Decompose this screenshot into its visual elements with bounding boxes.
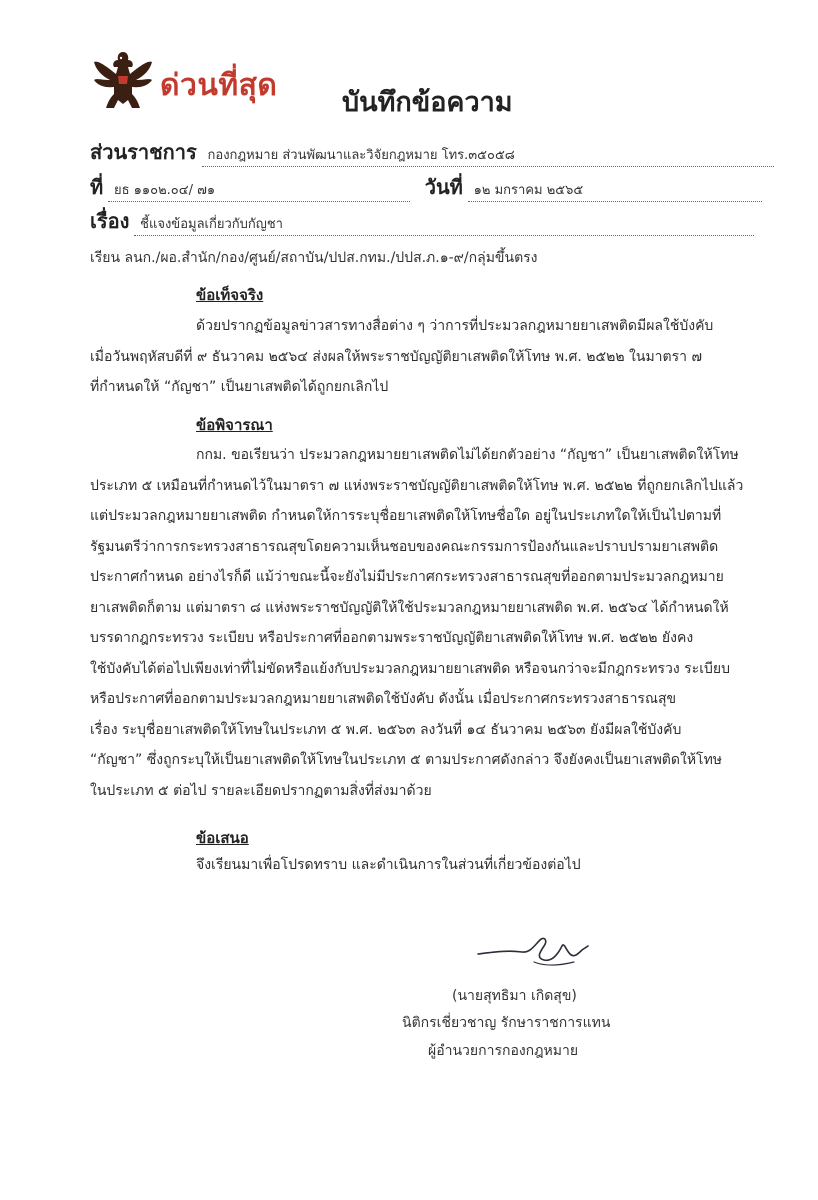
considerations-paragraph <box>90 440 762 806</box>
urgency-stamp: ด่วนที่สุด <box>160 68 278 103</box>
considerations-line: ประกาศกำหนด อย่างไรก็ดี แม้ว่าขณะนี้จะยังไม่มีประกาศกระทรวงสาธารณสุขที่ออกตามประมวลกฎหมาย <box>90 569 724 585</box>
agency-label: ส่วนราชการ <box>90 140 197 164</box>
number-date-row <box>90 171 762 203</box>
number-label: ที่ <box>90 175 104 199</box>
considerations-line: เรื่อง ระบุชื่อยาเสพติดให้โทษในประเภท ๕ พ.ศ. ๒๕๖๓ ลงวันที่ ๑๔ ธันวาคม ๒๕๖๓ ยังมีผลใช้บังคับ <box>90 721 682 738</box>
proposal-line: จึงเรียนมาเพื่อโปรดทราบ และดำเนินการในส่วนที่เกี่ยวข้องต่อไป <box>196 857 581 873</box>
number-value: ยธ ๑๑๐๒.๐๔/ ๗๑ <box>108 179 410 202</box>
considerations-line: ประเภท ๕ เหมือนที่กำหนดไว้ในมาตรา ๗ แห่งพระราชบัญญัติยาเสพติดให้โทษ พ.ศ. ๒๕๒๒ ที่ถูกยกเลิกไปแล้ว <box>90 477 744 494</box>
facts-line: ที่กำหนดให้ “กัญชา” เป็นยาเสพติดได้ถูกยกเลิกไป <box>90 379 389 395</box>
considerations-line: กกม. ขอเรียนว่า ประมวลกฎหมายยาเสพติดไม่ได้ยกตัวอย่าง “กัญชา” เป็นยาเสพติดให้โทษ <box>196 447 739 463</box>
considerations-line: ใช้บังคับได้ต่อไปเพียงเท่าที่ไม่ขัดหรือแย้งกับประมวลกฎหมายยาเสพติด หรือจนกว่าจะมีกฎกระทรวง ระเบียบ <box>90 660 730 677</box>
facts-heading: ข้อเท็จจริง <box>196 286 264 304</box>
agency-row <box>90 136 774 168</box>
considerations-line: หรือประกาศที่ออกตามประมวลกฎหมายยาเสพติดใช้บังคับ ดังนั้น เมื่อประกาศกระทรวงสาธารณสุข <box>90 691 677 707</box>
considerations-line: “กัญชา” ซึ่งถูกระบุให้เป็นยาเสพติดให้โทษในประเภท ๕ ตามประกาศดังกล่าว จึงยังคงเป็นยาเสพติดให้โทษ <box>90 752 723 768</box>
considerations-heading: ข้อพิจารณา <box>196 416 273 434</box>
signer-name: (นายสุทธิมา เกิดสุข) <box>452 988 577 1004</box>
date-value: ๑๒ มกราคม ๒๕๖๕ <box>468 179 762 202</box>
date-label: วันที่ <box>424 175 463 199</box>
subject-row <box>90 205 754 237</box>
handwritten-signature <box>474 932 594 974</box>
subject-value: ชี้แจงข้อมูลเกี่ยวกับกัญชา <box>134 213 754 236</box>
considerations-line: รัฐมนตรีว่าการกระทรวงสาธารณสุขโดยความเห็นชอบของคณะกรรมการป้องกันและปราบปรามยาเสพติด <box>90 538 719 555</box>
facts-line: เมื่อวันพฤหัสบดีที่ ๙ ธันวาคม ๒๕๖๔ ส่งผลให้พระราชบัญญัติยาเสพติดให้โทษ พ.ศ. ๒๕๒๒ ในมาตรา ๗ <box>90 348 702 365</box>
agency-value: กองกฎหมาย ส่วนพัฒนาและวิจัยกฎหมาย โทร.๓๕๐๕๘ <box>202 144 774 167</box>
considerations-line: บรรดากฎกระทรวง ระเบียบ หรือประกาศที่ออกตามพระราชบัญญัติยาเสพติดให้โทษ พ.ศ. ๒๕๒๒ ยังคง <box>90 630 694 646</box>
considerations-line: ในประเภท ๕ ต่อไป รายละเอียดปรากฏตามสิ่งที่ส่งมาด้วย <box>90 782 432 799</box>
considerations-line: ยาเสพติดก็ตาม แต่มาตรา ๘ แห่งพระราชบัญญัติให้ใช้ประมวลกฎหมายยาเสพติด พ.ศ. ๒๕๖๔ ได้กำหนดให้ <box>90 599 729 616</box>
subject-label: เรื่อง <box>90 209 130 233</box>
garuda-emblem-icon <box>92 48 154 114</box>
document-type-title: บันทึกข้อความ <box>342 87 513 118</box>
signer-title: ผู้อำนวยการกองกฎหมาย <box>428 1043 579 1059</box>
facts-paragraph <box>90 311 762 403</box>
addressee-line: เรียน ลนก./ผอ.สำนัก/กอง/ศูนย์/สถาบัน/ปปส.กทม./ปปส.ภ.๑-๙/กลุ่มขึ้นตรง <box>90 250 538 266</box>
signer-position: นิติกรเชี่ยวชาญ รักษาราชการแทน <box>402 1015 611 1031</box>
facts-line: ด้วยปรากฏข้อมูลข่าวสารทางสื่อต่าง ๆ ว่าการที่ประมวลกฎหมายยาเสพติดมีผลใช้บังคับ <box>196 318 714 334</box>
considerations-line: แต่ประมวลกฎหมายยาเสพติด กำหนดให้การระบุชื่อยาเสพติดให้โทษชื่อใด อยู่ในประเภทใดให้เป็นไปตามที่ <box>90 508 722 524</box>
proposal-paragraph <box>90 850 762 881</box>
proposal-heading: ข้อเสนอ <box>196 829 249 847</box>
